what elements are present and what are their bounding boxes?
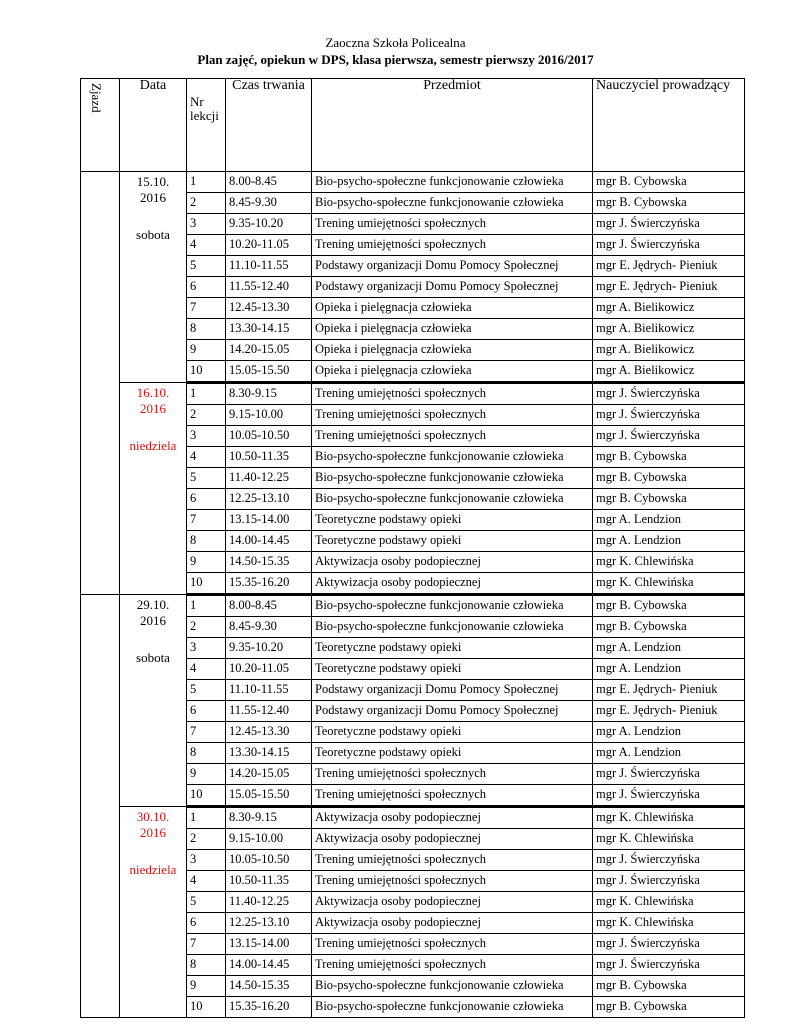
date-cell xyxy=(120,807,187,1018)
header-nauczyciel: Nauczyciel prowadzący xyxy=(593,79,745,172)
lesson-subject: Trening umiejętności społecznych xyxy=(312,235,593,256)
lesson-teacher: mgr J. Świerczyńska xyxy=(593,871,745,892)
lesson-subject: Trening umiejętności społecznych xyxy=(312,764,593,785)
lesson-teacher: mgr J. Świerczyńska xyxy=(593,235,745,256)
lesson-teacher: mgr B. Cybowska xyxy=(593,468,745,489)
plan-title: Plan zajęć, opiekun w DPS, klasa pierwsza, semestr pierwszy 2016/2017 xyxy=(197,52,594,67)
zjazd-cell xyxy=(81,172,120,595)
lesson-teacher: mgr J. Świerczyńska xyxy=(593,214,745,235)
date-day-month: 29.10. xyxy=(136,597,170,612)
lesson-time: 13.15-14.00 xyxy=(226,510,312,531)
lesson-number: 9 xyxy=(187,340,226,361)
lesson-subject: Trening umiejętności społecznych xyxy=(312,405,593,426)
lesson-subject: Bio-psycho-społeczne funkcjonowanie człowieka xyxy=(312,595,593,617)
lesson-subject: Teoretyczne podstawy opieki xyxy=(312,659,593,680)
lesson-teacher: mgr A. Bielikowicz xyxy=(593,361,745,383)
lesson-subject: Podstawy organizacji Domu Pomocy Społecznej xyxy=(312,256,593,277)
lesson-teacher: mgr B. Cybowska xyxy=(593,489,745,510)
lesson-time: 11.10-11.55 xyxy=(226,256,312,277)
lesson-number: 9 xyxy=(187,976,226,997)
lesson-teacher: mgr E. Jędrych- Pieniuk xyxy=(593,256,745,277)
lesson-number: 7 xyxy=(187,934,226,955)
lesson-teacher: mgr B. Cybowska xyxy=(593,976,745,997)
lesson-teacher: mgr A. Lendzion xyxy=(593,743,745,764)
lesson-teacher: mgr E. Jędrych- Pieniuk xyxy=(593,701,745,722)
lesson-teacher: mgr A. Lendzion xyxy=(593,531,745,552)
lesson-subject: Teoretyczne podstawy opieki xyxy=(312,531,593,552)
lesson-teacher: mgr B. Cybowska xyxy=(593,193,745,214)
lesson-time: 14.00-14.45 xyxy=(226,955,312,976)
lesson-time: 12.25-13.10 xyxy=(226,913,312,934)
lesson-number: 3 xyxy=(187,214,226,235)
table-row xyxy=(81,383,745,405)
header-nr: Nr lekcji xyxy=(187,79,226,172)
lesson-number: 7 xyxy=(187,298,226,319)
lesson-teacher: mgr J. Świerczyńska xyxy=(593,405,745,426)
lesson-teacher: mgr A. Bielikowicz xyxy=(593,319,745,340)
lesson-subject: Trening umiejętności społecznych xyxy=(312,850,593,871)
lesson-time: 10.50-11.35 xyxy=(226,447,312,468)
lesson-subject: Teoretyczne podstawy opieki xyxy=(312,743,593,764)
lesson-time: 8.30-9.15 xyxy=(226,383,312,405)
lesson-time: 9.35-10.20 xyxy=(226,214,312,235)
zjazd-cell xyxy=(81,595,120,1018)
date-year: 2016 xyxy=(140,825,166,840)
lesson-time: 15.05-15.50 xyxy=(226,361,312,383)
lesson-teacher: mgr A. Lendzion xyxy=(593,722,745,743)
lesson-time: 8.00-8.45 xyxy=(226,595,312,617)
lesson-subject: Trening umiejętności społecznych xyxy=(312,934,593,955)
header-zjazd: Zjazd xyxy=(81,79,120,172)
weekday: sobota xyxy=(136,227,170,242)
lesson-time: 13.30-14.15 xyxy=(226,319,312,340)
lesson-time: 12.45-13.30 xyxy=(226,298,312,319)
lesson-subject: Aktywizacja osoby podopiecznej xyxy=(312,573,593,595)
date-cell xyxy=(120,595,187,807)
lesson-teacher: mgr A. Lendzion xyxy=(593,659,745,680)
lesson-number: 8 xyxy=(187,319,226,340)
lesson-subject: Teoretyczne podstawy opieki xyxy=(312,510,593,531)
lesson-number: 10 xyxy=(187,361,226,383)
lesson-subject: Opieka i pielęgnacja człowieka xyxy=(312,340,593,361)
weekday: niedziela xyxy=(129,438,177,453)
date-year: 2016 xyxy=(140,401,166,416)
lesson-time: 10.20-11.05 xyxy=(226,235,312,256)
lesson-number: 8 xyxy=(187,743,226,764)
header-data: Data xyxy=(120,79,187,172)
lesson-time: 15.05-15.50 xyxy=(226,785,312,807)
lesson-subject: Bio-psycho-społeczne funkcjonowanie człowieka xyxy=(312,997,593,1018)
lesson-number: 8 xyxy=(187,531,226,552)
lesson-time: 9.35-10.20 xyxy=(226,638,312,659)
lesson-time: 13.30-14.15 xyxy=(226,743,312,764)
lesson-subject: Trening umiejętności społecznych xyxy=(312,785,593,807)
lesson-teacher: mgr B. Cybowska xyxy=(593,617,745,638)
lesson-teacher: mgr J. Świerczyńska xyxy=(593,955,745,976)
lesson-subject: Bio-psycho-społeczne funkcjonowanie człowieka xyxy=(312,468,593,489)
lesson-subject: Aktywizacja osoby podopiecznej xyxy=(312,807,593,829)
lesson-number: 6 xyxy=(187,489,226,510)
lesson-number: 10 xyxy=(187,997,226,1018)
lesson-time: 13.15-14.00 xyxy=(226,934,312,955)
lesson-time: 15.35-16.20 xyxy=(226,997,312,1018)
lesson-number: 7 xyxy=(187,510,226,531)
lesson-teacher: mgr J. Świerczyńska xyxy=(593,850,745,871)
lesson-number: 10 xyxy=(187,785,226,807)
header-przedmiot: Przedmiot xyxy=(312,79,593,172)
lesson-number: 9 xyxy=(187,552,226,573)
lesson-subject: Aktywizacja osoby podopiecznej xyxy=(312,892,593,913)
date-cell xyxy=(120,383,187,595)
lesson-number: 4 xyxy=(187,447,226,468)
lesson-time: 11.55-12.40 xyxy=(226,701,312,722)
lesson-teacher: mgr E. Jędrych- Pieniuk xyxy=(593,680,745,701)
lesson-subject: Opieka i pielęgnacja człowieka xyxy=(312,361,593,383)
school-name: Zaoczna Szkoła Policealna xyxy=(325,35,466,50)
lesson-teacher: mgr A. Lendzion xyxy=(593,638,745,659)
lesson-time: 10.20-11.05 xyxy=(226,659,312,680)
lesson-number: 1 xyxy=(187,595,226,617)
lesson-teacher: mgr K. Chlewińska xyxy=(593,829,745,850)
date-year: 2016 xyxy=(140,613,166,628)
lesson-subject: Trening umiejętności społecznych xyxy=(312,383,593,405)
lesson-teacher: mgr A. Bielikowicz xyxy=(593,340,745,361)
lesson-number: 6 xyxy=(187,913,226,934)
lesson-time: 12.45-13.30 xyxy=(226,722,312,743)
lesson-teacher: mgr J. Świerczyńska xyxy=(593,764,745,785)
lesson-number: 4 xyxy=(187,659,226,680)
lesson-teacher: mgr J. Świerczyńska xyxy=(593,426,745,447)
table-header-row xyxy=(81,79,745,172)
lesson-teacher: mgr K. Chlewińska xyxy=(593,807,745,829)
lesson-number: 5 xyxy=(187,256,226,277)
lesson-time: 10.05-10.50 xyxy=(226,426,312,447)
lesson-teacher: mgr K. Chlewińska xyxy=(593,913,745,934)
lesson-number: 5 xyxy=(187,680,226,701)
date-day-month: 30.10. xyxy=(136,809,170,824)
lesson-time: 9.15-10.00 xyxy=(226,405,312,426)
lesson-subject: Aktywizacja osoby podopiecznej xyxy=(312,829,593,850)
lesson-subject: Trening umiejętności społecznych xyxy=(312,214,593,235)
lesson-subject: Aktywizacja osoby podopiecznej xyxy=(312,552,593,573)
lesson-time: 9.15-10.00 xyxy=(226,829,312,850)
lesson-time: 14.20-15.05 xyxy=(226,340,312,361)
lesson-subject: Bio-psycho-społeczne funkcjonowanie człowieka xyxy=(312,193,593,214)
lesson-time: 11.40-12.25 xyxy=(226,892,312,913)
lesson-number: 9 xyxy=(187,764,226,785)
lesson-subject: Bio-psycho-społeczne funkcjonowanie człowieka xyxy=(312,976,593,997)
lesson-teacher: mgr B. Cybowska xyxy=(593,172,745,193)
schedule-table xyxy=(80,78,745,1018)
lesson-time: 8.45-9.30 xyxy=(226,617,312,638)
lesson-teacher: mgr J. Świerczyńska xyxy=(593,383,745,405)
lesson-teacher: mgr B. Cybowska xyxy=(593,447,745,468)
lesson-number: 3 xyxy=(187,850,226,871)
lesson-subject: Podstawy organizacji Domu Pomocy Społecznej xyxy=(312,701,593,722)
table-row xyxy=(81,807,745,829)
date-day-month: 16.10. xyxy=(136,385,170,400)
lesson-subject: Teoretyczne podstawy opieki xyxy=(312,638,593,659)
lesson-teacher: mgr J. Świerczyńska xyxy=(593,934,745,955)
lesson-subject: Opieka i pielęgnacja człowieka xyxy=(312,298,593,319)
lesson-number: 5 xyxy=(187,468,226,489)
schedule-body xyxy=(81,172,745,1018)
lesson-number: 1 xyxy=(187,807,226,829)
lesson-number: 2 xyxy=(187,829,226,850)
lesson-time: 11.10-11.55 xyxy=(226,680,312,701)
lesson-time: 12.25-13.10 xyxy=(226,489,312,510)
weekday: niedziela xyxy=(129,862,177,877)
lesson-time: 8.45-9.30 xyxy=(226,193,312,214)
lesson-subject: Trening umiejętności społecznych xyxy=(312,426,593,447)
lesson-subject: Bio-psycho-społeczne funkcjonowanie człowieka xyxy=(312,617,593,638)
lesson-subject: Bio-psycho-społeczne funkcjonowanie człowieka xyxy=(312,172,593,193)
weekday: sobota xyxy=(136,650,170,665)
lesson-teacher: mgr A. Bielikowicz xyxy=(593,298,745,319)
lesson-number: 4 xyxy=(187,871,226,892)
table-row xyxy=(81,172,745,193)
lesson-subject: Bio-psycho-społeczne funkcjonowanie człowieka xyxy=(312,447,593,468)
lesson-number: 10 xyxy=(187,573,226,595)
lesson-number: 4 xyxy=(187,235,226,256)
lesson-teacher: mgr K. Chlewińska xyxy=(593,552,745,573)
lesson-teacher: mgr A. Lendzion xyxy=(593,510,745,531)
lesson-subject: Podstawy organizacji Domu Pomocy Społecznej xyxy=(312,277,593,298)
lesson-time: 15.35-16.20 xyxy=(226,573,312,595)
lesson-time: 10.50-11.35 xyxy=(226,871,312,892)
table-row xyxy=(81,595,745,617)
date-cell xyxy=(120,172,187,383)
lesson-subject: Trening umiejętności społecznych xyxy=(312,955,593,976)
lesson-number: 2 xyxy=(187,405,226,426)
lesson-number: 2 xyxy=(187,617,226,638)
lesson-time: 11.40-12.25 xyxy=(226,468,312,489)
lesson-number: 5 xyxy=(187,892,226,913)
lesson-number: 1 xyxy=(187,172,226,193)
lesson-time: 14.50-15.35 xyxy=(226,976,312,997)
lesson-teacher: mgr B. Cybowska xyxy=(593,595,745,617)
lesson-teacher: mgr K. Chlewińska xyxy=(593,892,745,913)
lesson-number: 7 xyxy=(187,722,226,743)
lesson-teacher: mgr B. Cybowska xyxy=(593,997,745,1018)
lesson-subject: Podstawy organizacji Domu Pomocy Społecznej xyxy=(312,680,593,701)
lesson-time: 10.05-10.50 xyxy=(226,850,312,871)
lesson-number: 6 xyxy=(187,277,226,298)
lesson-teacher: mgr J. Świerczyńska xyxy=(593,785,745,807)
lesson-time: 14.20-15.05 xyxy=(226,764,312,785)
lesson-time: 8.00-8.45 xyxy=(226,172,312,193)
lesson-number: 2 xyxy=(187,193,226,214)
lesson-time: 14.50-15.35 xyxy=(226,552,312,573)
date-day-month: 15.10. xyxy=(136,174,170,189)
lesson-teacher: mgr K. Chlewińska xyxy=(593,573,745,595)
lesson-teacher: mgr E. Jędrych- Pieniuk xyxy=(593,277,745,298)
lesson-subject: Bio-psycho-społeczne funkcjonowanie człowieka xyxy=(312,489,593,510)
lesson-subject: Teoretyczne podstawy opieki xyxy=(312,722,593,743)
lesson-number: 1 xyxy=(187,383,226,405)
lesson-subject: Aktywizacja osoby podopiecznej xyxy=(312,913,593,934)
lesson-number: 6 xyxy=(187,701,226,722)
date-year: 2016 xyxy=(140,190,166,205)
lesson-number: 3 xyxy=(187,426,226,447)
header-czas: Czas trwania xyxy=(226,79,312,172)
lesson-subject: Opieka i pielęgnacja człowieka xyxy=(312,319,593,340)
lesson-time: 11.55-12.40 xyxy=(226,277,312,298)
lesson-time: 14.00-14.45 xyxy=(226,531,312,552)
lesson-time: 8.30-9.15 xyxy=(226,807,312,829)
lesson-number: 3 xyxy=(187,638,226,659)
lesson-subject: Trening umiejętności społecznych xyxy=(312,871,593,892)
lesson-number: 8 xyxy=(187,955,226,976)
